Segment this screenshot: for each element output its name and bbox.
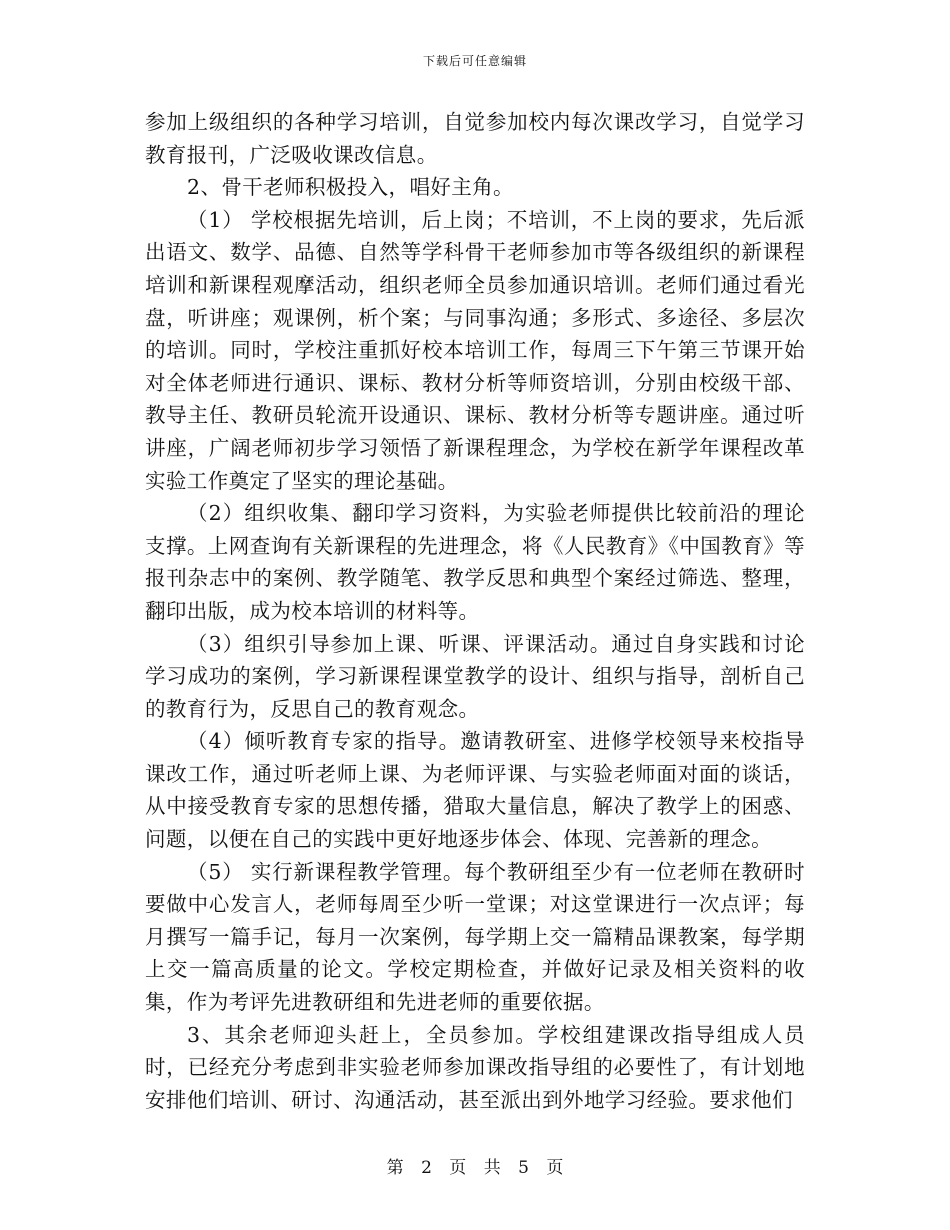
body-paragraph-item-4: （4）倾听教育专家的指导。邀请教研室、进修学校领导来校指导课改工作，通过听老师上课、为老师评课、与实验老师面对面的谈话，从中接受教育专家的思想传播，猎取大量信息，解决了教学上的困惑、问题，以便在自己的实践中更好地逐步体会、体现、完善新的理念。 — [145, 729, 805, 852]
body-paragraph-item-2: （2）组织收集、翻印学习资料，为实验老师提供比较前沿的理论支撑。上网查询有关新课程的先进理念，将《人民教育》《中国教育》等报刊杂志中的案例、教学随笔、教学反思和典型个案经过筛选、整理，翻印出版，成为校本培训的材料等。 — [145, 501, 805, 623]
body-paragraph-item-5: （5） 实行新课程教学管理。每个教研组至少有一位老师在教研时要做中心发言人，老师每周至少听一堂课；对这堂课进行一次点评；每月撰写一篇手记，每月一次案例，每学期上交一篇精品课教案，每学期上交一篇高质量的论文。学校定期检查，并做好记录及相关资料的收集，作为考评先进教研组和先进老师的重要依据。 — [145, 859, 805, 1015]
total-page-count: 5 — [518, 1158, 529, 1178]
body-paragraph-item-1: （1） 学校根据先培训，后上岗；不培训，不上岗的要求，先后派出语文、数学、品德、自然等学科骨干老师参加市等各级组织的新课程培训和新课程观摩活动，组织老师全员参加通识培训。老师们通过看光盘，听讲座；观课例，析个案；与同事沟通；多形式、多途径、多层次的培训。同时，学校注重抓好校本培训工作，每周三下午第三节课开始对全体老师进行通识、课标、教材分析等师资培训，分别由校级干部、教导主任、教研员轮流开设通识、课标、教材分析等专题讲座。通过听讲座，广阔老师初步学习领悟了新课程理念，为学校在新学年课程改革实验工作奠定了坚实的理论基础。 — [145, 207, 805, 493]
footer-label-di: 第 — [386, 1158, 404, 1178]
document-body — [145, 106, 805, 1116]
footer-label-ye-2: 页 — [546, 1158, 564, 1178]
body-paragraph-continuation: 参加上级组织的各种学习培训，自觉参加校内每次课改学习，自觉学习教育报刊，广泛吸收课改信息。 — [145, 110, 805, 167]
footer-label-ye: 页 — [449, 1158, 467, 1178]
current-page-number: 2 — [421, 1158, 432, 1178]
section-paragraph-3: 3、其余老师迎头赶上，全员参加。学校组建课改指导组成人员时，已经充分考虑到非实验老师参加课改指导组的必要性了，有计划地安排他们培训、研讨、沟通活动，甚至派出到外地学习经验。要求他们 — [145, 1022, 805, 1112]
section-heading-2: 2、骨干老师积极投入，唱好主角。 — [187, 175, 514, 200]
page-footer — [0, 1153, 950, 1178]
footer-label-gong: 共 — [483, 1158, 501, 1178]
page-header: 下载后可任意编辑 — [422, 54, 527, 68]
body-paragraph-item-3: （3）组织引导参加上课、听课、评课活动。通过自身实践和讨论学习成功的案例，学习新课程课堂教学的设计、组织与指导，剖析自己的教育行为，反思自己的教育观念。 — [145, 631, 805, 721]
